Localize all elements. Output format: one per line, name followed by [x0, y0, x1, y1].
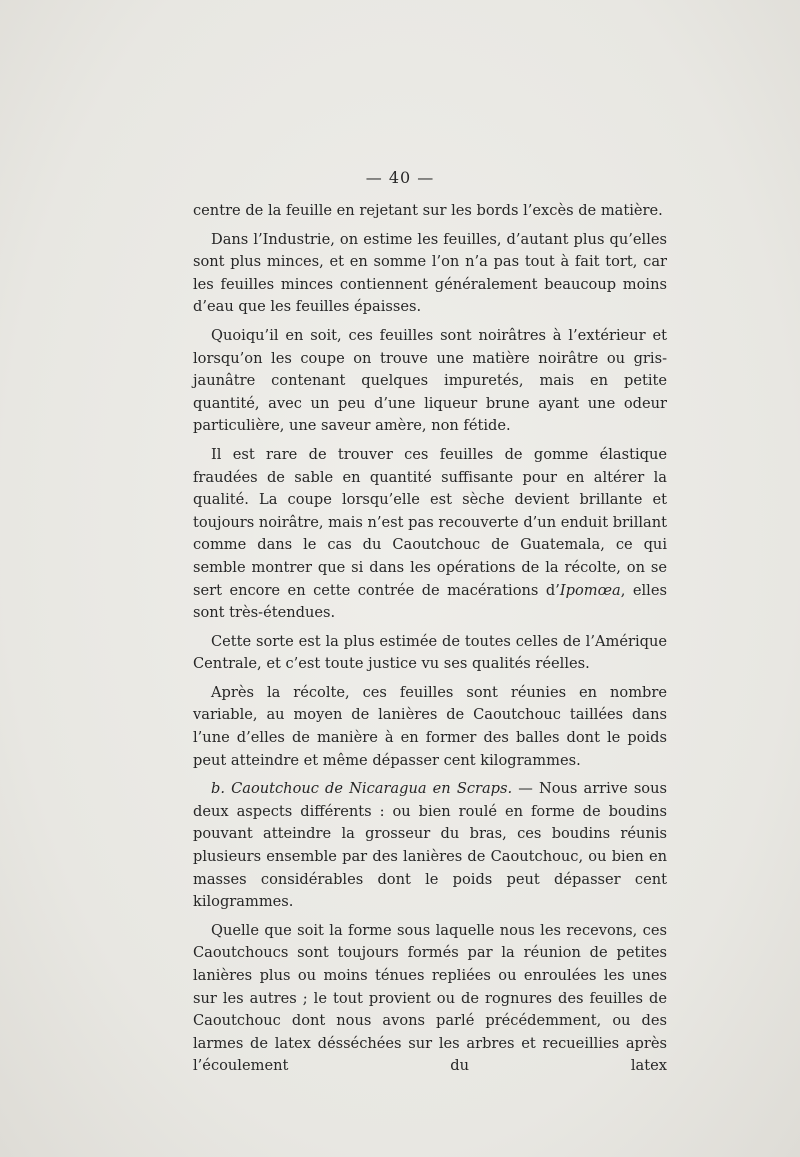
paragraph-2: Dans l’Industrie, on estime les feuilles, d’autant plus qu’elles sont plus minces, et en somme l’on n’a pas tout à fait tort, car les feuilles minces contiennent généralement beaucoup moins d’eau que les feuilles épaisses.: [193, 230, 667, 316]
paragraph-6: Après la récolte, ces feuilles sont réunies en nombre variable, au moyen de lanières de Caoutchouc taillées dans l’une d’elles de manière à en former des balles dont le poids peut atteindre et même dépasser cent kilogrammes.: [193, 683, 667, 769]
paragraph-4-text-before: Il est rare de trouver ces feuilles de gomme élastique fraudées de sable en quantité suffisante pour en altérer la qualité. La coupe lorsqu’elle est sèche devient brillante et toujours noirâtre, mais n’est pas recouverte d’un enduit brillant comme dans le cas du Caoutchouc de Guatemala, ce qui semble montrer que si dans les opérations de la récolte, on se sert encore en cette contrée de macérations d’: [193, 445, 667, 599]
paragraph-1: centre de la feuille en rejetant sur les bords l’excès de matière.: [193, 202, 663, 219]
paragraph-8: Quelle que soit la forme sous laquelle nous les recevons, ces Caoutchoucs sont toujours formés par la réunion de petites lanières plus ou moins ténues repliées ou enroulées les unes sur les autres ; le tout provient ou de rognures des feuilles de Caoutchouc dont nous avons parlé précédemment, ou des larmes de latex désséchées sur les arbres et recueillies après l’écoulement du latex: [193, 921, 667, 1075]
paragraph-4: [193, 444, 667, 625]
paragraph-7-text: — Nous arrive sous deux aspects différents : ou bien roulé en forme de boudins pouvant atteindre la grosseur du bras, ces boudins réunis plusieurs ensemble par des lanières de Caoutchouc, ou bien en masses considérables dont le poids peut dépasser cent kilogrammes.: [193, 780, 667, 911]
paragraph-4-italic-term: Ipomœa: [559, 581, 621, 599]
paragraph-7: [193, 778, 667, 914]
paragraph-5: Cette sorte est la plus estimée de toutes celles de l’Amérique Centrale, et c’est toute justice vu ses qualités réelles.: [193, 632, 667, 673]
paragraph-3: Quoiqu’il en soit, ces feuilles sont noirâtres à l’extérieur et lorsqu’on les coupe on trouve une matière noirâtre ou gris-jaunâtre contenant quelques impuretés, mais en petite quantité, avec un peu d’une liqueur brune ayant une odeur particulière, une saveur amère, non fétide.: [193, 326, 667, 435]
paragraph-4-text-after: , elles sont très-étendues.: [193, 581, 667, 622]
section-heading-nicaragua-scraps: b. Caoutchouc de Nicaragua en Scraps.: [211, 780, 513, 798]
page-number: — 40 —: [365, 168, 435, 187]
body-text: [193, 200, 667, 1084]
